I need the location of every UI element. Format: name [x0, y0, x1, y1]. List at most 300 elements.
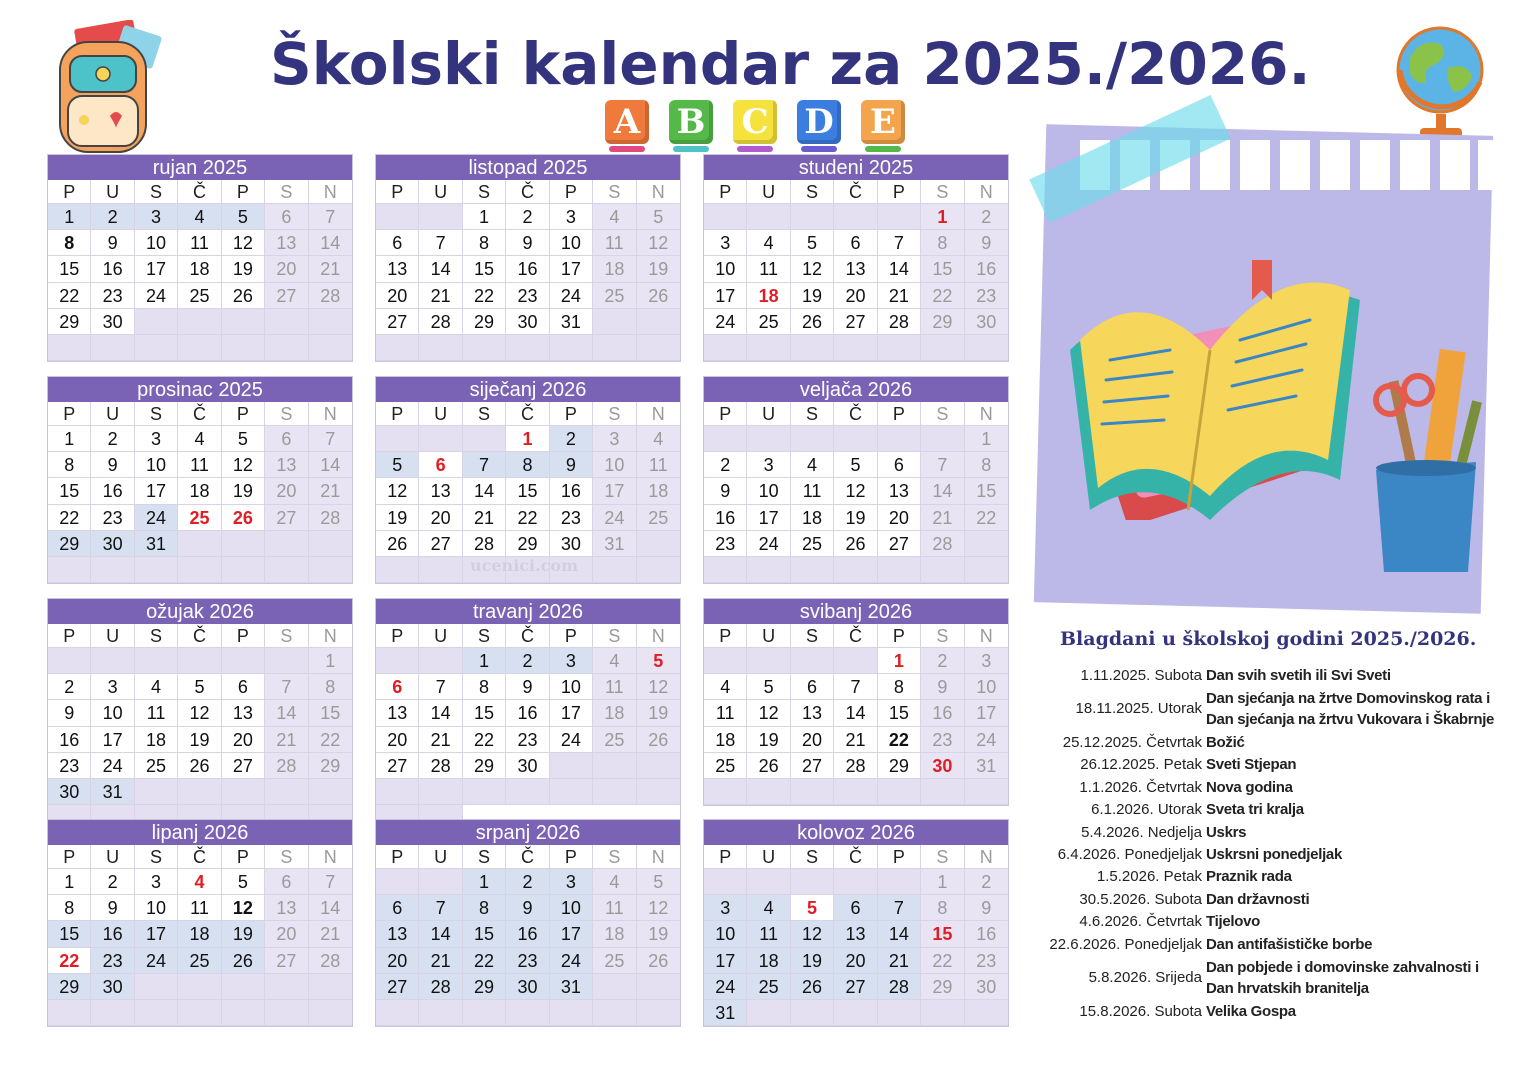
empty-cell: [791, 869, 834, 895]
weekday-header: S: [791, 845, 834, 869]
day-cell: 20: [376, 948, 419, 974]
holiday-date: 4.6.2026. Četvrtak: [1079, 913, 1202, 931]
day-cell: 24: [965, 727, 1008, 753]
empty-cell: [593, 779, 636, 805]
day-cell: 20: [222, 727, 265, 753]
weekday-header: N: [965, 180, 1008, 204]
day-cell: 24: [593, 505, 636, 531]
day-cell: 27: [791, 753, 834, 779]
weekday-header: S: [265, 845, 308, 869]
empty-cell: [463, 779, 506, 805]
empty-cell: [921, 1000, 964, 1026]
day-cell: 13: [878, 478, 921, 504]
empty-cell: [178, 1000, 221, 1026]
day-cell: 10: [747, 478, 790, 504]
day-cell: 23: [506, 283, 549, 309]
empty-cell: [550, 753, 593, 779]
day-cell: 26: [376, 531, 419, 557]
day-cell: 15: [463, 700, 506, 726]
empty-cell: [921, 557, 964, 583]
day-cell: 9: [91, 895, 134, 921]
empty-cell: [834, 1000, 877, 1026]
page-title: Školski kalendar za 2025./2026.: [270, 30, 1311, 98]
empty-cell: [135, 974, 178, 1000]
empty-cell: [135, 648, 178, 674]
empty-cell: [135, 779, 178, 805]
empty-cell: [550, 335, 593, 361]
empty-cell: [419, 335, 462, 361]
holidays-list: [1030, 664, 1510, 1023]
day-cell: 14: [834, 700, 877, 726]
holiday-name: Velika Gospa: [1206, 1002, 1296, 1020]
month-title: studeni 2025: [704, 155, 1008, 180]
holiday-row: [1030, 955, 1510, 1000]
day-cell: 23: [704, 531, 747, 557]
day-cell: 26: [222, 948, 265, 974]
day-cell: 3: [747, 452, 790, 478]
day-cell: 17: [704, 948, 747, 974]
day-cell: 18: [178, 478, 221, 504]
day-cell: 18: [704, 727, 747, 753]
day-cell: 17: [704, 283, 747, 309]
empty-cell: [747, 426, 790, 452]
day-cell: 7: [419, 895, 462, 921]
empty-cell: [178, 557, 221, 583]
day-cell: 3: [135, 426, 178, 452]
day-cell: 27: [265, 283, 308, 309]
day-cell: 24: [91, 753, 134, 779]
weekday-header: P: [222, 180, 265, 204]
empty-cell: [222, 531, 265, 557]
empty-cell: [747, 648, 790, 674]
day-cell: 2: [91, 869, 134, 895]
weekday-header: P: [48, 624, 91, 648]
day-cell: 6: [791, 674, 834, 700]
day-cell: 3: [593, 426, 636, 452]
day-cell: 3: [965, 648, 1008, 674]
day-cell: 25: [178, 505, 221, 531]
day-cell: 26: [834, 531, 877, 557]
day-cell: 23: [965, 948, 1008, 974]
day-cell: 5: [376, 452, 419, 478]
empty-cell: [463, 426, 506, 452]
day-cell: 10: [135, 230, 178, 256]
empty-cell: [637, 335, 680, 361]
day-cell: 5: [178, 674, 221, 700]
weekday-header: N: [637, 180, 680, 204]
weekday-header: U: [91, 845, 134, 869]
day-cell: 9: [704, 478, 747, 504]
weekday-header: N: [965, 402, 1008, 426]
weekday-header: S: [135, 845, 178, 869]
letter-block-b: B: [669, 100, 713, 144]
day-cell: 27: [834, 974, 877, 1000]
day-cell: 23: [91, 283, 134, 309]
day-cell: 24: [704, 309, 747, 335]
day-cell: 29: [463, 974, 506, 1000]
day-cell: 8: [921, 895, 964, 921]
day-cell: 7: [878, 230, 921, 256]
day-cell: 5: [747, 674, 790, 700]
weekday-header: Č: [506, 845, 549, 869]
day-cell: 9: [506, 895, 549, 921]
month-title: svibanj 2026: [704, 599, 1008, 624]
day-cell: 16: [965, 256, 1008, 282]
holiday-name: Sveti Stjepan: [1206, 756, 1297, 774]
day-cell: 25: [178, 283, 221, 309]
empty-cell: [265, 974, 308, 1000]
day-cell: 31: [965, 753, 1008, 779]
day-cell: 15: [48, 478, 91, 504]
holiday-row: [1030, 933, 1510, 955]
day-cell: 7: [419, 674, 462, 700]
day-cell: 10: [550, 674, 593, 700]
day-cell: 25: [747, 309, 790, 335]
day-cell: 29: [463, 309, 506, 335]
holiday-name: Nova godina: [1206, 778, 1293, 796]
weekday-header: P: [222, 624, 265, 648]
day-cell: 2: [704, 452, 747, 478]
day-cell: 23: [91, 948, 134, 974]
day-cell: 6: [265, 426, 308, 452]
day-cell: 6: [419, 452, 462, 478]
day-cell: 18: [178, 256, 221, 282]
day-cell: 12: [222, 895, 265, 921]
day-cell: 21: [419, 283, 462, 309]
empty-cell: [376, 426, 419, 452]
day-cell: 26: [222, 283, 265, 309]
day-cell: 7: [463, 452, 506, 478]
day-cell: 20: [376, 727, 419, 753]
weekday-header: S: [463, 180, 506, 204]
day-cell: 15: [309, 700, 352, 726]
weekday-header: U: [747, 624, 790, 648]
empty-cell: [704, 426, 747, 452]
day-cell: 8: [506, 452, 549, 478]
day-cell: 16: [48, 727, 91, 753]
day-cell: 18: [747, 948, 790, 974]
day-cell: 11: [593, 674, 636, 700]
holiday-name: [1202, 959, 1479, 997]
empty-cell: [593, 335, 636, 361]
day-cell: 13: [222, 700, 265, 726]
holiday-name: Uskrs: [1206, 823, 1247, 841]
weekday-header: U: [747, 180, 790, 204]
day-cell: 28: [921, 531, 964, 557]
day-cell: 18: [593, 256, 636, 282]
day-cell: 22: [48, 505, 91, 531]
day-cell: 29: [48, 531, 91, 557]
day-cell: 13: [265, 895, 308, 921]
day-cell: 2: [506, 869, 549, 895]
day-cell: 1: [463, 648, 506, 674]
day-cell: 10: [91, 700, 134, 726]
weekday-header: U: [747, 845, 790, 869]
day-cell: 3: [135, 869, 178, 895]
day-cell: 24: [747, 531, 790, 557]
day-cell: 3: [135, 204, 178, 230]
empty-cell: [222, 309, 265, 335]
day-cell: 2: [91, 204, 134, 230]
day-cell: 19: [637, 700, 680, 726]
month-title: prosinac 2025: [48, 377, 352, 402]
holidays-title: Blagdani u školskoj godini 2025./2026.: [1060, 628, 1477, 650]
empty-cell: [637, 753, 680, 779]
day-cell: 17: [965, 700, 1008, 726]
day-cell: 10: [550, 230, 593, 256]
day-cell: 8: [878, 674, 921, 700]
day-cell: 17: [135, 921, 178, 947]
day-cell: 4: [135, 674, 178, 700]
day-cell: 26: [637, 727, 680, 753]
day-cell: 30: [506, 974, 549, 1000]
day-cell: 21: [921, 505, 964, 531]
day-cell: 14: [419, 256, 462, 282]
day-cell: 24: [550, 948, 593, 974]
day-cell: 10: [135, 895, 178, 921]
holiday-date: 25.12.2025. Četvrtak: [1062, 734, 1202, 752]
day-cell: 9: [506, 674, 549, 700]
holiday-name-line: Dan pobjede i domovinske zahvalnosti i: [1206, 958, 1479, 976]
empty-cell: [178, 531, 221, 557]
day-cell: 17: [135, 478, 178, 504]
day-cell: 29: [506, 531, 549, 557]
day-cell: 19: [222, 921, 265, 947]
weekday-header: S: [921, 180, 964, 204]
day-cell: 19: [637, 256, 680, 282]
weekday-header: S: [463, 402, 506, 426]
day-cell: 4: [747, 230, 790, 256]
weekday-header: N: [637, 845, 680, 869]
holiday-row: [1030, 776, 1510, 798]
empty-cell: [834, 557, 877, 583]
holiday-row: [1030, 888, 1510, 910]
day-cell: 2: [48, 674, 91, 700]
day-cell: 15: [48, 921, 91, 947]
month-title: travanj 2026: [376, 599, 680, 624]
weekday-header: Č: [178, 845, 221, 869]
day-cell: 28: [265, 753, 308, 779]
empty-cell: [637, 309, 680, 335]
empty-cell: [135, 335, 178, 361]
weekday-header: Č: [506, 180, 549, 204]
day-cell: 2: [965, 869, 1008, 895]
day-cell: 19: [834, 505, 877, 531]
day-cell: 10: [593, 452, 636, 478]
day-cell: 12: [834, 478, 877, 504]
day-cell: 4: [593, 648, 636, 674]
empty-cell: [222, 335, 265, 361]
day-cell: 7: [265, 674, 308, 700]
day-cell: 7: [309, 426, 352, 452]
day-cell: 22: [965, 505, 1008, 531]
empty-cell: [506, 1000, 549, 1026]
day-cell: 12: [637, 895, 680, 921]
day-cell: 8: [48, 895, 91, 921]
weekday-header: P: [878, 845, 921, 869]
day-cell: 30: [965, 974, 1008, 1000]
weekday-header: P: [878, 180, 921, 204]
day-cell: 26: [637, 283, 680, 309]
day-cell: 18: [637, 478, 680, 504]
empty-cell: [222, 779, 265, 805]
holiday-date: 26.12.2025. Petak: [1080, 756, 1202, 774]
day-cell: 12: [178, 700, 221, 726]
empty-cell: [704, 557, 747, 583]
empty-cell: [965, 531, 1008, 557]
letter-block-e: E: [861, 100, 905, 144]
weekday-header: Č: [834, 845, 877, 869]
empty-cell: [463, 1000, 506, 1026]
weekday-header: Č: [506, 624, 549, 648]
weekday-header: U: [419, 624, 462, 648]
day-cell: 2: [965, 204, 1008, 230]
holiday-date: 30.5.2026. Subota: [1079, 890, 1202, 908]
day-cell: 8: [48, 452, 91, 478]
day-cell: 16: [91, 256, 134, 282]
day-cell: 9: [965, 895, 1008, 921]
day-cell: 16: [704, 505, 747, 531]
empty-cell: [878, 779, 921, 805]
day-cell: 22: [463, 727, 506, 753]
day-cell: 23: [48, 753, 91, 779]
empty-cell: [747, 1000, 790, 1026]
day-cell: 17: [747, 505, 790, 531]
weekday-header: Č: [834, 402, 877, 426]
empty-cell: [91, 557, 134, 583]
empty-cell: [965, 1000, 1008, 1026]
empty-cell: [921, 779, 964, 805]
empty-cell: [593, 753, 636, 779]
day-cell: 11: [135, 700, 178, 726]
empty-cell: [309, 335, 352, 361]
empty-cell: [48, 557, 91, 583]
weekday-header: P: [222, 402, 265, 426]
weekday-header: N: [965, 624, 1008, 648]
day-cell: 23: [965, 283, 1008, 309]
day-cell: 19: [791, 283, 834, 309]
day-cell: 13: [834, 921, 877, 947]
day-cell: 26: [791, 309, 834, 335]
day-cell: 16: [506, 256, 549, 282]
day-cell: 8: [463, 230, 506, 256]
empty-cell: [91, 1000, 134, 1026]
empty-cell: [878, 335, 921, 361]
empty-cell: [419, 648, 462, 674]
day-cell: 30: [965, 309, 1008, 335]
day-cell: 4: [178, 204, 221, 230]
day-cell: 4: [178, 426, 221, 452]
day-cell: 16: [506, 700, 549, 726]
empty-cell: [834, 335, 877, 361]
month-title: lipanj 2026: [48, 820, 352, 845]
weekday-header: S: [135, 180, 178, 204]
day-cell: 6: [265, 204, 308, 230]
weekday-header: P: [376, 845, 419, 869]
day-cell: 22: [506, 505, 549, 531]
weekday-header: Č: [178, 180, 221, 204]
empty-cell: [265, 335, 308, 361]
day-cell: 4: [747, 895, 790, 921]
holiday-row: [1030, 866, 1510, 888]
empty-cell: [704, 204, 747, 230]
weekday-header: U: [91, 624, 134, 648]
day-cell: 30: [921, 753, 964, 779]
day-cell: 24: [550, 727, 593, 753]
day-cell: 23: [506, 727, 549, 753]
day-cell: 29: [921, 309, 964, 335]
weekday-header: Č: [178, 402, 221, 426]
day-cell: 25: [747, 974, 790, 1000]
day-cell: 19: [222, 256, 265, 282]
day-cell: 28: [419, 753, 462, 779]
holiday-row: [1030, 843, 1510, 865]
day-cell: 15: [878, 700, 921, 726]
holiday-name-line: Dan sjećanja na žrtvu Vukovara i Škabrnje: [1206, 710, 1495, 728]
backpack-icon: [48, 20, 168, 160]
weekday-header: P: [376, 624, 419, 648]
day-cell: 29: [48, 309, 91, 335]
day-cell: 28: [834, 753, 877, 779]
open-book-illustration: [1060, 230, 1380, 520]
day-cell: 23: [921, 727, 964, 753]
day-cell: 4: [593, 869, 636, 895]
day-cell: 25: [178, 948, 221, 974]
empty-cell: [91, 335, 134, 361]
empty-cell: [463, 335, 506, 361]
day-cell: 11: [704, 700, 747, 726]
day-cell: 15: [463, 256, 506, 282]
day-cell: 6: [878, 452, 921, 478]
letter-block-c: C: [733, 100, 777, 144]
day-cell: 31: [135, 531, 178, 557]
day-cell: 5: [222, 204, 265, 230]
weekday-header: S: [463, 624, 506, 648]
day-cell: 14: [419, 700, 462, 726]
day-cell: 13: [376, 700, 419, 726]
holiday-date: 22.6.2026. Ponedjeljak: [1049, 935, 1202, 953]
empty-cell: [419, 557, 462, 583]
month-calendar: [47, 598, 353, 832]
day-cell: 8: [965, 452, 1008, 478]
empty-cell: [506, 779, 549, 805]
empty-cell: [222, 648, 265, 674]
day-cell: 26: [747, 753, 790, 779]
day-cell: 24: [135, 283, 178, 309]
empty-cell: [178, 779, 221, 805]
month-calendar: [47, 376, 353, 584]
day-cell: 4: [791, 452, 834, 478]
empty-cell: [265, 531, 308, 557]
day-cell: 27: [265, 505, 308, 531]
holiday-name-line: Dan hrvatskih branitelja: [1206, 979, 1369, 997]
day-cell: 19: [791, 948, 834, 974]
month-title: kolovoz 2026: [704, 820, 1008, 845]
holiday-row: [1030, 799, 1510, 821]
letter-block-a: A: [605, 100, 649, 144]
day-cell: 25: [593, 727, 636, 753]
day-cell: 4: [178, 869, 221, 895]
month-calendar: [375, 154, 681, 362]
empty-cell: [376, 648, 419, 674]
empty-cell: [178, 648, 221, 674]
day-cell: 21: [834, 727, 877, 753]
weekday-header: S: [921, 845, 964, 869]
day-cell: 17: [91, 727, 134, 753]
day-cell: 1: [48, 869, 91, 895]
day-cell: 25: [791, 531, 834, 557]
pencil-cup-illustration: [1360, 340, 1500, 580]
